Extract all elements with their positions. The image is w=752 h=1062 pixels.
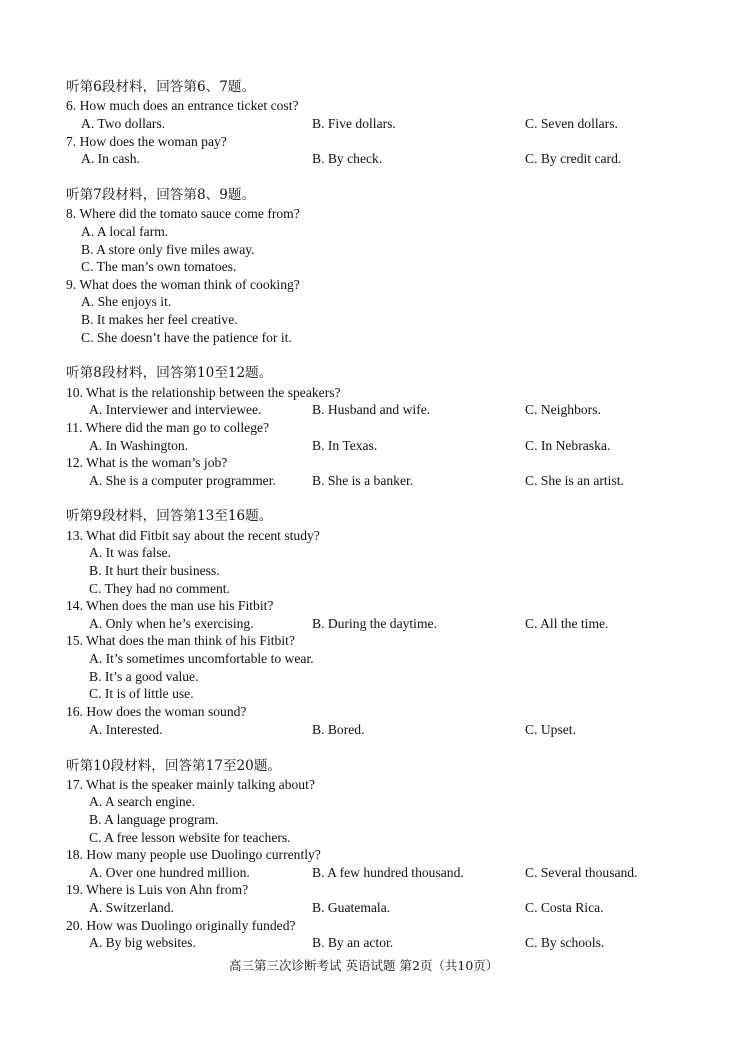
- option-6c: C. Seven dollars.: [525, 116, 618, 131]
- option-11b: B. In Texas.: [312, 438, 378, 453]
- option-12b: B. She is a banker.: [312, 473, 414, 488]
- section-heading: 听第7段材料，回答第8、9题。: [66, 187, 256, 203]
- option-19a: A. Switzerland.: [89, 900, 174, 915]
- question-9: 9. What does the woman think of cooking?: [66, 277, 300, 292]
- question-13: 13. What did Fitbit say about the recent study?: [66, 528, 320, 543]
- option-10a: A. Interviewer and interviewee.: [89, 402, 262, 417]
- question-18: 18. How many people use Duolingo currently?: [66, 847, 321, 862]
- option-17c: C. A free lesson website for teachers.: [89, 830, 291, 845]
- section-heading: 听第9段材料，回答第13至16题。: [66, 508, 273, 524]
- option-16b: B. Bored.: [312, 722, 365, 737]
- option-10b: B. Husband and wife.: [312, 402, 431, 417]
- option-15c: C. It is of little use.: [89, 686, 194, 701]
- question-17: 17. What is the speaker mainly talking about?: [66, 777, 315, 792]
- question-15: 15. What does the man think of his Fitbit?: [66, 633, 295, 648]
- section-heading: 听第8段材料，回答第10至12题。: [66, 365, 273, 381]
- option-20b: B. By an actor.: [312, 935, 394, 950]
- option-20c: C. By schools.: [525, 935, 605, 950]
- option-9c: C. She doesn’t have the patience for it.: [81, 330, 292, 345]
- option-8c: C. The man’s own tomatoes.: [81, 259, 237, 274]
- option-7a: A. In cash.: [81, 151, 140, 166]
- question-20: 20. How was Duolingo originally funded?: [66, 918, 296, 933]
- option-6a: A. Two dollars.: [81, 116, 166, 131]
- question-7: 7. How does the woman pay?: [66, 134, 227, 149]
- question-19: 19. Where is Luis von Ahn from?: [66, 882, 249, 897]
- option-19b: B. Guatemala.: [312, 900, 391, 915]
- option-15b: B. It’s a good value.: [89, 669, 199, 684]
- option-13a: A. It was false.: [89, 545, 171, 560]
- question-14: 14. When does the man use his Fitbit?: [66, 598, 274, 613]
- option-8b: B. A store only five miles away.: [81, 242, 255, 257]
- option-15a: A. It’s sometimes uncomfortable to wear.: [89, 651, 314, 666]
- page-footer: 高三第三次诊断考试 英语试题 第2页（共10页）: [229, 958, 499, 973]
- option-19c: C. Costa Rica.: [525, 900, 604, 915]
- option-17a: A. A search engine.: [89, 794, 196, 809]
- option-12a: A. She is a computer programmer.: [89, 473, 276, 488]
- question-6: 6. How much does an entrance ticket cost?: [66, 98, 299, 113]
- option-11c: C. In Nebraska.: [525, 438, 611, 453]
- option-14b: B. During the daytime.: [312, 616, 437, 631]
- option-13c: C. They had no comment.: [89, 581, 230, 596]
- option-16a: A. Interested.: [89, 722, 163, 737]
- option-18b: B. A few hundred thousand.: [312, 865, 464, 880]
- option-20a: A. By big websites.: [89, 935, 196, 950]
- option-7b: B. By check.: [312, 151, 383, 166]
- option-10c: C. Neighbors.: [525, 402, 601, 417]
- section-heading: 听第10段材料，回答第17至20题。: [66, 758, 282, 774]
- question-11: 11. Where did the man go to college?: [66, 420, 270, 435]
- section-heading: 听第6段材料，回答第6、7题。: [66, 79, 256, 95]
- question-16: 16. How does the woman sound?: [66, 704, 247, 719]
- question-10: 10. What is the relationship between the speakers?: [66, 385, 341, 400]
- option-6b: B. Five dollars.: [312, 116, 396, 131]
- option-18c: C. Several thousand.: [525, 865, 638, 880]
- option-9a: A. She enjoys it.: [81, 294, 172, 309]
- option-7c: C. By credit card.: [525, 151, 622, 166]
- option-8a: A. A local farm.: [81, 224, 169, 239]
- option-14a: A. Only when he’s exercising.: [89, 616, 254, 631]
- option-14c: C. All the time.: [525, 616, 609, 631]
- option-16c: C. Upset.: [525, 722, 576, 737]
- question-8: 8. Where did the tomato sauce come from?: [66, 206, 300, 221]
- option-11a: A. In Washington.: [89, 438, 189, 453]
- question-12: 12. What is the woman’s job?: [66, 455, 228, 470]
- option-9b: B. It makes her feel creative.: [81, 312, 238, 327]
- option-17b: B. A language program.: [89, 812, 219, 827]
- option-12c: C. She is an artist.: [525, 473, 624, 488]
- option-18a: A. Over one hundred million.: [89, 865, 250, 880]
- option-13b: B. It hurt their business.: [89, 563, 220, 578]
